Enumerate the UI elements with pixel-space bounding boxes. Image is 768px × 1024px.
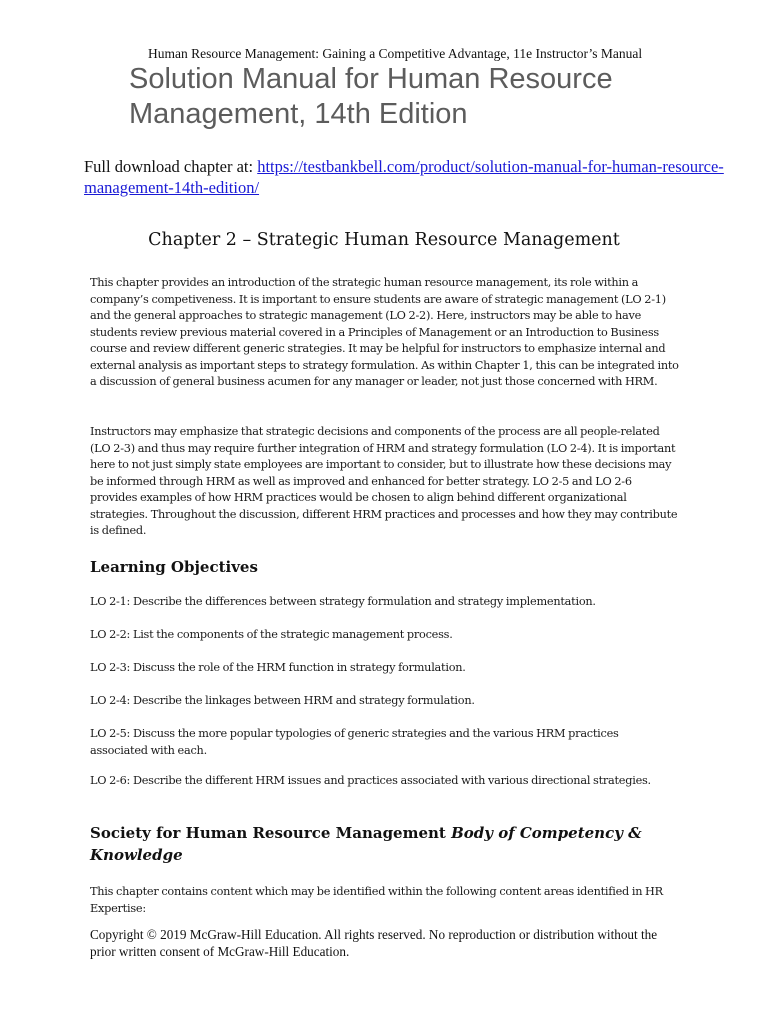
learning-objective-item: LO 2-6: Describe the different HRM issues and practices associated with various directional strategies. — [90, 774, 651, 787]
download-line — [84, 156, 734, 198]
instructors-paragraph: Instructors may emphasize that strategic decisions and components of the process are all people-related (LO 2-3) and thus may require further integration of HRM and strategy formulation (LO 2-4). It is important here to not just simply state employees are important to consider, but to illustrate how these decisions may be informed through HRM as well as improved and enhanced for better strategy. LO 2-5 and LO 2-6 provides examples of how HRM practices would be chosen to align behind different organizational strategies. Throughout the discussion, different HRM practices and processes and how they may contribute is defined. — [90, 425, 678, 537]
shrm-paragraph: This chapter contains content which may be identified within the following content areas identified in HR Expertise: — [90, 885, 663, 915]
shrm-heading-italic: Body of Competency & Knowledge — [90, 824, 642, 864]
shrm-heading — [90, 822, 690, 866]
download-link[interactable]: https://testbankbell.com/product/solution-manual-for-human-resource-management-14th-edition/ — [84, 157, 724, 197]
intro-paragraph: This chapter provides an introduction of the strategic human resource management, its role within a company’s competiveness. It is important to ensure students are aware of strategic management (LO 2-1) and the general approaches to strategic management (LO 2-2). Here, instructors may be able to have students review previous material covered in a Principles of Management or an Introduction to Business course and review different generic strategies. It may be helpful for instructors to emphasize internal and external analysis as important steps to strategy formulation. As within Chapter 1, this can be integrated into a discussion of general business acumen for any manager or leader, not just those concerned with HRM. — [90, 276, 679, 388]
download-prefix: Full download chapter at: — [84, 157, 258, 176]
learning-objective-item: LO 2-5: Discuss the more popular typologies of generic strategies and the various HRM practices associated with each. — [90, 727, 619, 757]
learning-objective-item: LO 2-4: Describe the linkages between HRM and strategy formulation. — [90, 694, 475, 707]
running-header: Human Resource Management: Gaining a Competitive Advantage, 11e Instructor’s Manual — [148, 46, 643, 61]
learning-objective-item: LO 2-3: Discuss the role of the HRM function in strategy formulation. — [90, 661, 466, 674]
learning-objectives-heading: Learning Objectives — [90, 558, 258, 576]
copyright-notice: Copyright © 2019 McGraw-Hill Education. All rights reserved. No reproduction or distribution without the prior written consent of McGraw-Hill Education. — [90, 927, 658, 959]
shrm-heading-plain: Society for Human Resource Management — [90, 824, 452, 842]
document-title: Solution Manual for Human Resource Management, 14th Edition — [129, 63, 613, 130]
chapter-heading: Chapter 2 – Strategic Human Resource Management — [148, 230, 620, 250]
learning-objective-item: LO 2-1: Describe the differences between strategy formulation and strategy implementation. — [90, 595, 596, 608]
learning-objective-item: LO 2-2: List the components of the strategic management process. — [90, 628, 453, 641]
